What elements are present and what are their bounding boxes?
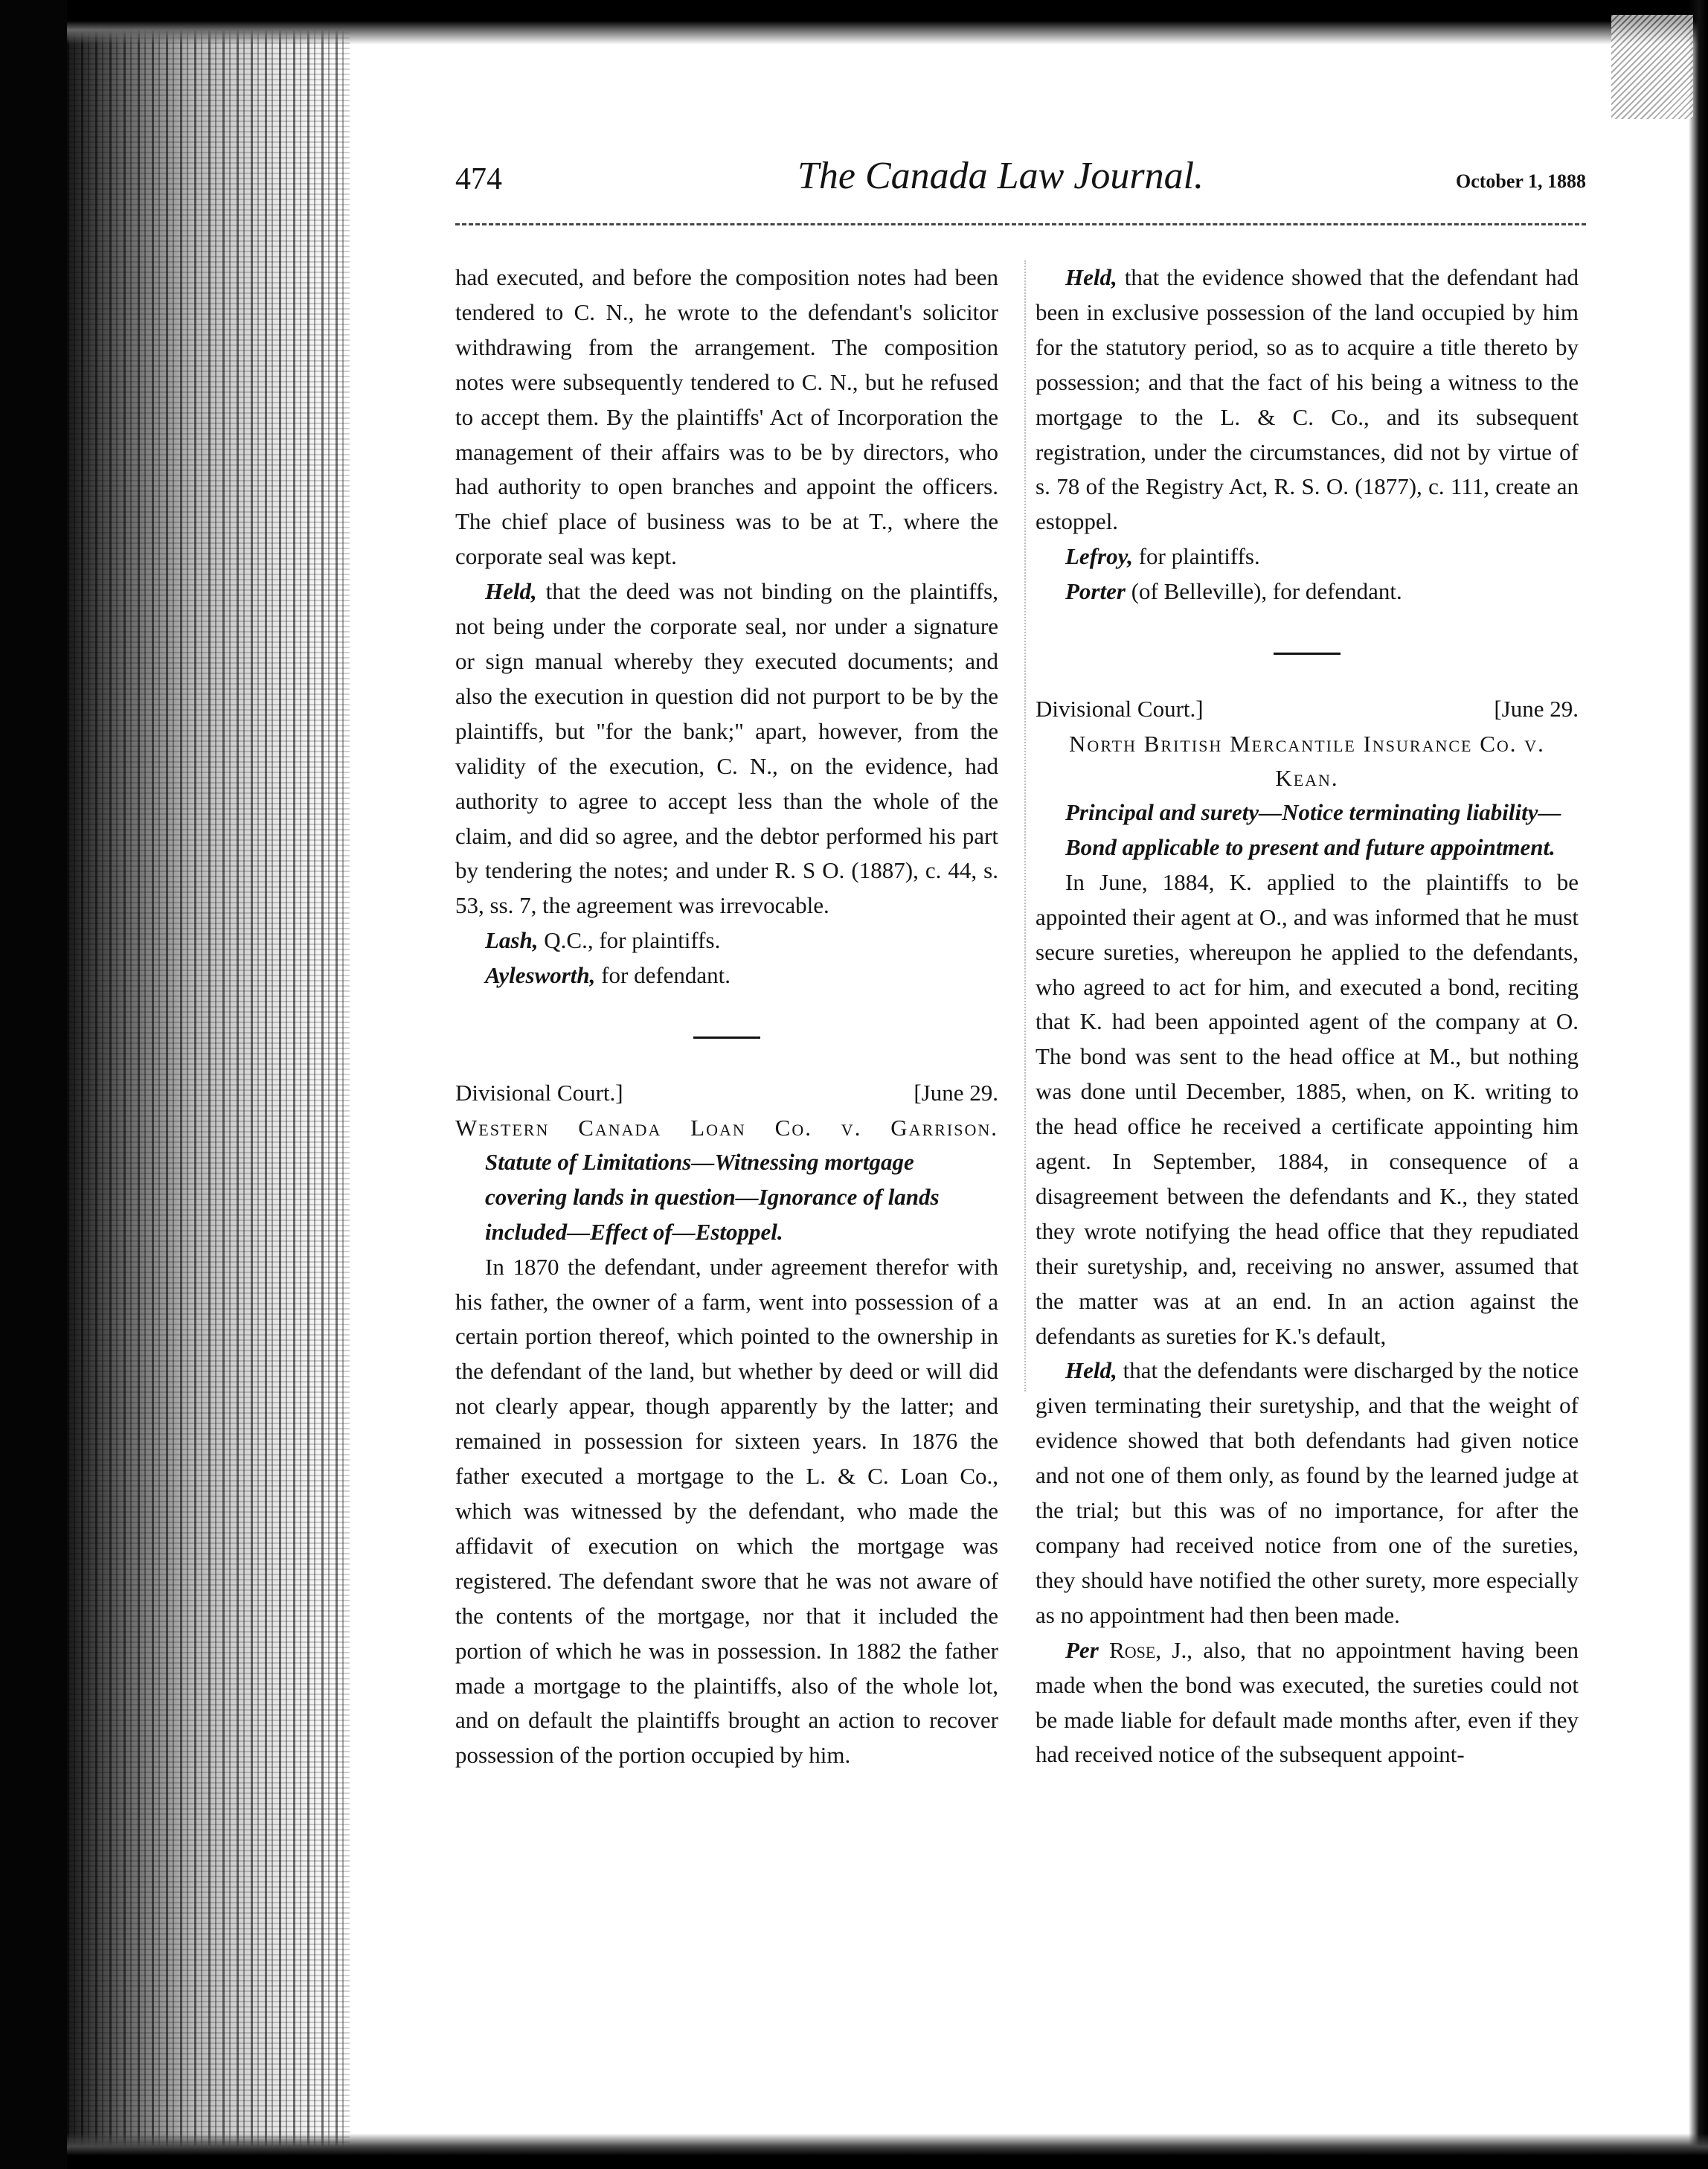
court-name: Divisional Court.] (1036, 696, 1204, 723)
decision-date: [June 29. (1494, 696, 1579, 723)
judge-name: Rose, J., (1109, 1636, 1192, 1663)
held-label: Held, (485, 578, 537, 605)
court-line (455, 1076, 998, 1111)
court-name: Divisional Court.] (455, 1080, 623, 1106)
per-text: also, that no appointment having been made when the bond was executed, the sureties could not be made liable for default made months after, even if they had received notice of the subsequent appoint- (1036, 1636, 1579, 1768)
scan-corner-noise (1611, 15, 1693, 119)
scan-edge-right (1689, 0, 1708, 2169)
counsel-role: for plaintiffs. (1132, 543, 1260, 570)
case-separator (1274, 653, 1341, 655)
counsel-name: Porter (1065, 578, 1126, 605)
scan-edge-top (67, 0, 1708, 45)
counsel-name: Lefroy, (1065, 543, 1133, 570)
held-text: that the evidence showed that the defendant had been in exclusive possession of the land occupied by him for the statutory period, so as to acquire a title thereto by possession; and that the fact of his being a witness to the mortgage to the L. & C. Co., and its subsequent registration, under the circumstances, did not by virtue of s. 78 of the Registry Act, R. S. O. (1877), c. 111, create an estoppel. (1036, 264, 1579, 535)
case-separator (693, 1037, 760, 1039)
counsel-name: Lash, (485, 927, 539, 954)
held-text: that the defendants were discharged by the notice given terminating their suretyship, and that the weight of evidence showed that both defendants had given notice and not one of them only, as found by the learned judge at the trial; but this was of no importance, for after the company had received notice from one of the sureties, they should have notified the other surety, more especially as no appointment had then been made. (1036, 1357, 1579, 1628)
running-head (455, 153, 1586, 205)
court-line (1036, 692, 1579, 727)
case-title: Western Canada Loan Co. v. Garrison. (455, 1114, 998, 1141)
scan-edge-bottom (67, 2133, 1708, 2169)
counsel-line (1036, 574, 1579, 609)
right-column (1036, 260, 1579, 1772)
held-label: Held, (1065, 1357, 1117, 1384)
decision-date: [June 29. (914, 1080, 998, 1106)
counsel-line (455, 958, 998, 993)
case-title: North British Mercantile Insurance Co. v. Kean. (1069, 730, 1545, 791)
held-paragraph (1036, 1353, 1579, 1633)
counsel-line (455, 923, 998, 958)
counsel-role: (of Belleville), for defendant. (1125, 578, 1402, 605)
per-paragraph (1036, 1633, 1579, 1773)
book-binding-shadow (67, 0, 350, 2169)
scan-edge-left (0, 0, 67, 2169)
held-paragraph (455, 574, 998, 923)
paragraph: had executed, and before the composition notes had been tendered to C. N., he wrote to the defendant's solicitor withdrawing from the arrangement. The composition notes were subsequently tendered to C. N., but he refused to accept them. By the plaintiffs' Act of Incorporation the management of their affairs was to be by directors, who had authority to open branches and appoint the officers. The chief place of business was to be at T., where the corporate seal was kept. (455, 264, 998, 570)
journal-title: The Canada Law Journal. (797, 155, 1204, 197)
counsel-name: Aylesworth, (485, 962, 596, 989)
paragraph: In 1870 the defendant, under agreement therefor with his father, the owner of a farm, went into possession of a certain portion thereof, which pointed to the ownership in the defendant of the land, but whether by deed or will did not clearly appear, though apparently by the latter; and remained in possession for sixteen years. In 1876 the father executed a mortgage to the L. & C. Loan Co., which was witnessed by the defendant, who made the affidavit of execution on which the mortgage was registered. The defendant swore that he was not aware of the contents of the mortgage, nor that it included the portion of which he was in possession. In 1882 the father made a mortgage to the plaintiffs, also of the whole lot, and on default the plaintiffs brought an action to recover possession of the portion occupied by him. (455, 1253, 998, 1769)
paragraph: In June, 1884, K. applied to the plaintiffs to be appointed their agent at O., and was informed that he must secure sureties, whereupon he applied to the defendants, who agreed to act for him, and executed a bond, reciting that K. had been appointed agent of the company at O. The bond was sent to the head office at M., but nothing was done until December, 1885, when, on K. writing to the head office he received a certificate appointing him agent. In September, 1884, in consequence of a disagreement between the defendants and K., they stated they wrote notifying the head office that they repudiated their suretyship, and, receiving no answer, assumed that the matter was at an end. In an action against the defendants as sureties for K.'s default, (1036, 868, 1579, 1349)
page-number: 474 (455, 162, 502, 196)
counsel-line (1036, 539, 1579, 574)
headnote: Principal and surety—Notice terminating liability—Bond applicable to present and future appointment. (1065, 798, 1561, 860)
headnote: Statute of Limitations—Witnessing mortgage covering lands in question—Ignorance of lands included—Effect of—Estoppel. (485, 1148, 940, 1245)
issue-date: October 1, 1888 (1456, 170, 1586, 192)
column-gutter-rule (1024, 260, 1026, 1391)
counsel-role: Q.C., for plaintiffs. (538, 927, 721, 954)
per-label: Per (1065, 1636, 1099, 1663)
held-text: that the deed was not binding on the plaintiffs, not being under the corporate seal, nor under a signature or sign manual whereby they executed documents; and also the execution in question did not purport to be by the plaintiffs, but "for the bank;" apart, however, from the validity of the execution, C. N., on the evidence, had authority to agree to accept less than the whole of the claim, and did so agree, and the debtor performed his part by tendering the notes; and under R. S O. (1887), c. 44, s. 53, ss. 7, the agreement was irrevocable. (455, 578, 998, 919)
counsel-role: for defendant. (595, 962, 731, 989)
header-rule (455, 223, 1586, 225)
held-paragraph (1036, 260, 1579, 539)
held-label: Held, (1065, 264, 1117, 290)
left-column (455, 260, 998, 1773)
